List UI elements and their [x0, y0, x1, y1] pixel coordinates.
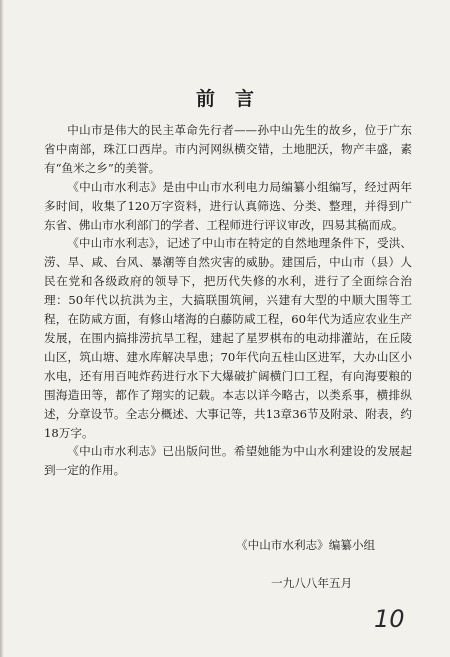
- signature-compiler: 《中山市水利志》编纂小组: [236, 538, 376, 552]
- handwritten-page-number: 10: [374, 605, 405, 633]
- page-title: 前言: [195, 88, 274, 110]
- paragraph-4: 《中山市水利志》已出版问世。希望她能为中山水利建设的发展起到一定的作用。: [44, 444, 412, 478]
- paragraph-1: 中山市是伟大的民主革命先行者——孙中山先生的故乡，位于广东省中南部，珠江口西岸。市内河网纵横交错，土地肥沃，物产丰盛，素有“鱼米之乡”的美誉。: [44, 123, 412, 175]
- signature-date: 一九八八年五月: [271, 576, 353, 590]
- paragraph-2: 《中山市水利志》是由中山市水利电力局编纂小组编写，经过两年多时间，收集了120万字资料，进行认真筛选、分类、整理，并得到广东省、佛山市水利部门的学者、工程师进行评议审改，四易其稿而成。: [44, 179, 412, 232]
- paragraph-3: 《中山市水利志》，记述了中山市在特定的自然地理条件下，受洪、涝、旱、咸、台风、暴潮等自然灾害的威胁。建国后，中山市（县）人民在党和各级政府的领导下，把历代失修的水利，进行了全面综合治理：50年代以抗洪为主，大搞联围筑闸，兴建有大型的中顺大围等工程，在防咸方面，有修山堵海的白藤防咸工程，60年代为适应农业生产发展，在围内搞排涝抗旱工程，建起了星罗棋布的电动排灌站，在丘陵山区，筑山塘、建水库解决旱患；70年代向五桂山区进军，大办山区小水电，还有用百吨炸药进行水下大爆破扩阔横门口工程，有向海要粮的围海造田等，都作了翔实的记载。本志以详今略古，以类系事，横排纵述，分章设节。全志分概述、大事记等，共13章36节及附录、附表，约18万字。: [44, 236, 412, 440]
- document-body: [44, 121, 412, 480]
